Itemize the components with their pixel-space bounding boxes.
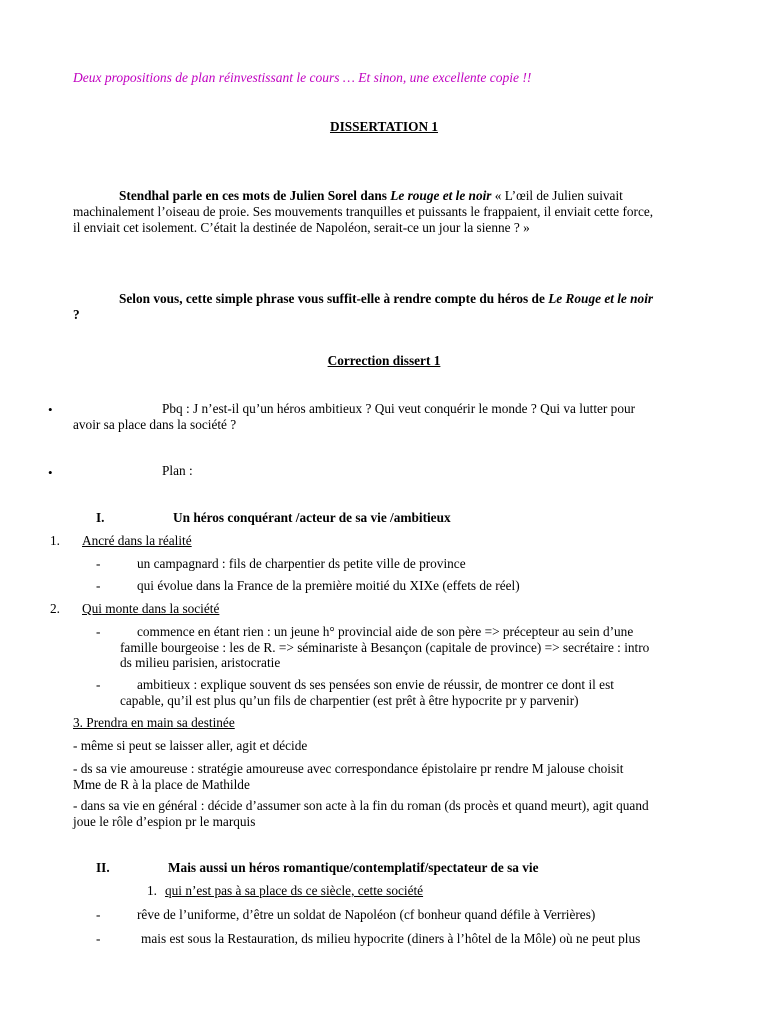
- quote-book-title: Le rouge et le noir: [390, 188, 492, 203]
- part2-item2: mais est sous la Restauration, ds milieu hypocrite (diners à l’hôtel de la Môle) où ne peut plus: [141, 931, 641, 946]
- s2-item1-line2: famille bourgeoise : les de R. => séminariste à Besançon (capitale de province) => secrétaire : intro: [120, 639, 650, 655]
- dash: -: [96, 931, 101, 946]
- part1-s2-number: 2.: [50, 601, 60, 616]
- part2-item1: rêve de l’uniforme, d’être un soldat de Napoléon (cf bonheur quand défile à Verrières): [137, 907, 596, 922]
- question-paragraph: [73, 291, 695, 323]
- part2-number: II.: [96, 860, 110, 875]
- dash: -: [96, 578, 101, 593]
- part2-title: Mais aussi un héros romantique/contemplatif/spectateur de sa vie: [168, 860, 539, 875]
- plan-label: Plan :: [162, 463, 193, 478]
- part1-s2-item1: [120, 624, 649, 671]
- part1-s1-item1: un campagnard : fils de charpentier ds petite ville de province: [137, 556, 466, 571]
- question-book-title: Le Rouge et le noir: [548, 291, 654, 306]
- s2-item2-line2: capable, qu’il est plus qu’un fils de charpentier (est prêt à être hypocrite pr y parvenir): [120, 692, 579, 708]
- intro-note: Deux propositions de plan réinvestissant le cours … Et sinon, une excellente copie !!: [73, 70, 532, 85]
- s2-item2-line1: ambitieux : explique souvent ds ses pensées son envie de réussir, de montrer ce dont il est: [137, 677, 614, 692]
- bullet-icon: •: [48, 402, 53, 417]
- dash: -: [96, 556, 101, 571]
- dash: -: [96, 677, 101, 692]
- part1-s1-title: Ancré dans la réalité: [82, 533, 192, 548]
- s2-item1-line1: commence en étant rien : un jeune h° provincial aide de son père => précepteur au sein d’une: [137, 624, 634, 639]
- quote-line3: il enviait cet isolement. C’était la destinée de Napoléon, serait-ce un jour la sienne ? »: [73, 220, 530, 235]
- dissertation-title: DISSERTATION 1: [329, 119, 439, 134]
- part1-s3-general: [73, 798, 649, 829]
- dash: -: [96, 624, 101, 639]
- pbq-line1: Pbq : J n’est-il qu’un héros ambitieux ? Qui veut conquérir le monde ? Qui va lutter pour: [162, 401, 636, 416]
- quote-paragraph: [73, 188, 695, 236]
- s3-love-line1: - ds sa vie amoureuse : stratégie amoureuse avec correspondance épistolaire pr rendre M jalouse choisit: [73, 761, 624, 776]
- bullet-icon: •: [48, 465, 53, 480]
- part1-s1-number: 1.: [50, 533, 60, 548]
- pbq-line2: avoir sa place dans la société ?: [73, 417, 237, 432]
- part1-s3-love: [73, 761, 624, 792]
- quote-line1-rest: « L’œil de Julien suivait: [491, 188, 623, 203]
- dash: -: [96, 907, 101, 922]
- quote-line2: machinalement l’oiseau de proie. Ses mouvements tranquilles et puissants le frappaient, il enviait cette force,: [73, 204, 654, 219]
- s3-love-line2: Mme de R à la place de Mathilde: [73, 776, 250, 792]
- part1-s3-line1: - même si peut se laisser aller, agit et décide: [73, 738, 308, 753]
- quote-lead: Stendhal parle en ces mots de Julien Sorel dans: [119, 188, 391, 203]
- part2-s1-number: 1.: [147, 883, 157, 898]
- problematique: [73, 401, 695, 433]
- part1-title: Un héros conquérant /acteur de sa vie /ambitieux: [173, 510, 451, 525]
- question-end: ?: [73, 307, 80, 322]
- s3-general-line1: - dans sa vie en général : décide d’assumer son acte à la fin du roman (ds procès et quand meurt), agit quand: [73, 798, 649, 813]
- part2-s1-title: qui n’est pas à sa place ds ce siècle, cette société: [165, 883, 424, 898]
- s2-item1-line3: ds milieu parisien, aristocratie: [120, 655, 281, 670]
- part1-s3-title: 3. Prendra en main sa destinée: [73, 715, 235, 730]
- part1-s2-item2: [120, 677, 614, 708]
- part1-number: I.: [96, 510, 105, 525]
- correction-title: Correction dissert 1: [327, 353, 441, 368]
- part1-s2-title: Qui monte dans la société: [82, 601, 220, 616]
- s3-general-line2: joue le rôle d’espion pr le marquis: [73, 813, 256, 829]
- question-lead: Selon vous, cette simple phrase vous suffit-elle à rendre compte du héros de: [119, 291, 549, 306]
- part1-s1-item2: qui évolue dans la France de la première moitié du XIXe (effets de réel): [137, 578, 520, 593]
